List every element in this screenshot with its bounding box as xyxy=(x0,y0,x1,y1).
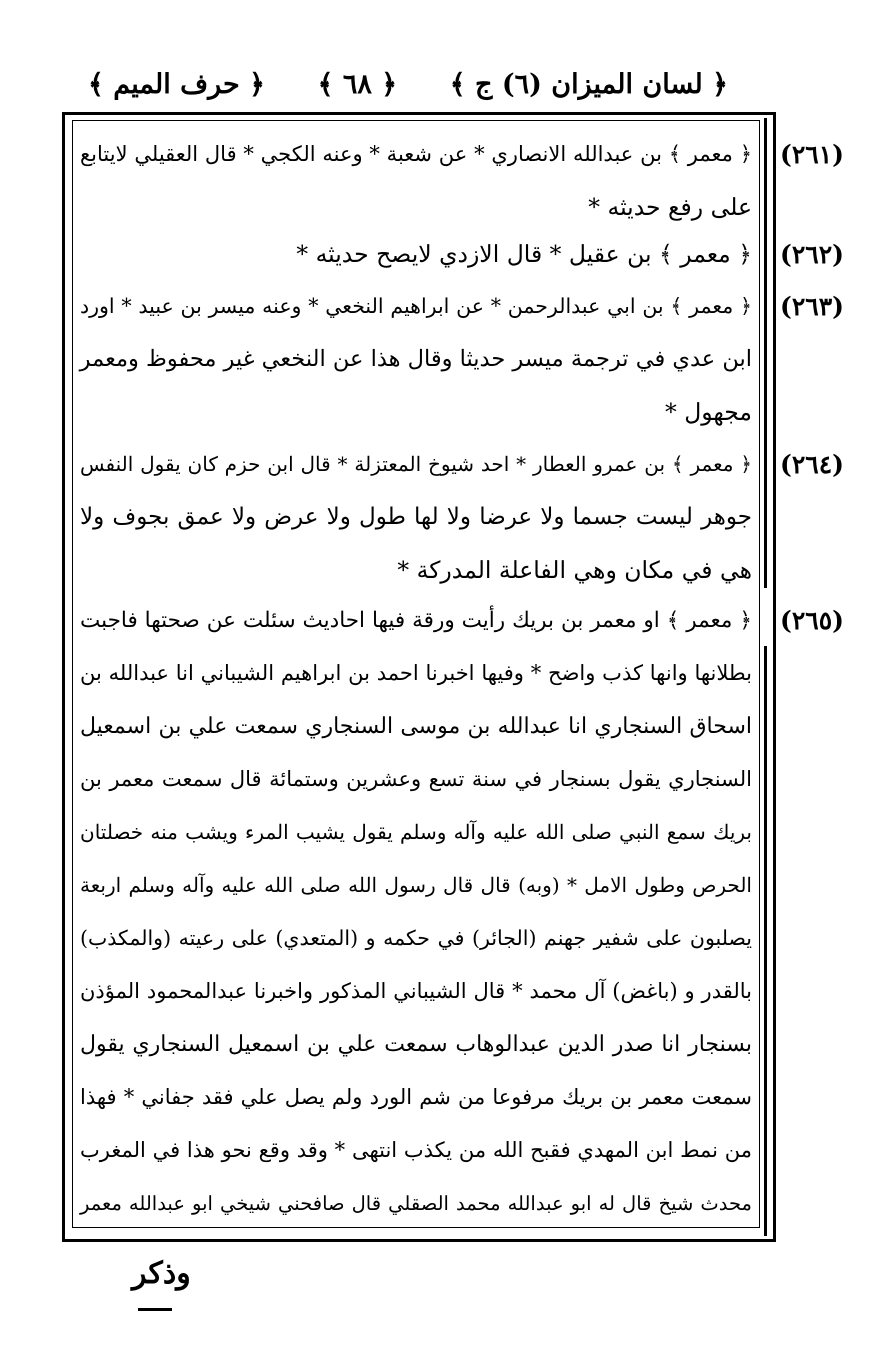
margin-rule xyxy=(764,646,767,1236)
entry-number: (٢٦٣) xyxy=(780,292,844,321)
entry-line: هي في مكان وهي الفاعلة المدركة * xyxy=(397,556,752,584)
entry-line: الحرص وطول الامل * (وبه) قال قال رسول الله صلى الله عليه وآله وسلم اربعة xyxy=(80,873,752,897)
entry-number: (٢٦٥) xyxy=(780,606,844,635)
page-header xyxy=(88,62,728,106)
entry-line: سمعت معمر بن بريك مرفوعا من شم الورد ولم يصل علي فقد جفاني * فهذا xyxy=(80,1085,752,1109)
entry-line: يصلبون على شفير جهنم (الجائر) في حكمه و (المتعدي) على رعيته (والمكذب) xyxy=(80,926,752,950)
entry-line: محدث شيخ قال له ابو عبدالله محمد الصقلي قال صافحني شيخي ابو عبدالله معمر xyxy=(80,1192,752,1215)
catchword-rule xyxy=(138,1308,172,1311)
entry-line: ابن عدي في ترجمة ميسر حديثا وقال هذا عن النخعي غير محفوظ ومعمر xyxy=(79,346,752,372)
entry-line: بطلانها وانها كذب واضح * وفيها اخبرنا احمد بن ابراهيم الشيباني انا عبدالله بن xyxy=(80,661,752,685)
entry-line: اسحاق السنجاري انا عبدالله بن موسى السنجاري سمعت علي بن اسمعيل xyxy=(80,714,752,739)
entry-number: (٢٦٢) xyxy=(780,240,844,269)
entry-line: بالقدر و (باغض) آل محمد * قال الشيباني المذكور واخبرنا عبدالمحمود المؤذن xyxy=(80,979,752,1003)
entry-262 xyxy=(80,228,752,281)
margin-rule xyxy=(764,118,767,588)
entry-261 xyxy=(80,128,752,234)
entry-line: من نمط ابن المهدي فقبح الله من يكذب انتهى * وقد وقع نحو هذا في المغرب xyxy=(80,1138,752,1162)
entry-line: مجهول * xyxy=(664,398,752,426)
entry-line: ﴿ معمر ﴾ بن عقيل * قال الازدي لايصح حديثه * xyxy=(296,240,752,268)
entry-number: (٢٦١) xyxy=(780,140,844,169)
entry-line: بسنجار انا صدر الدين عبدالوهاب سمعت علي بن اسمعيل السنجاري يقول xyxy=(80,1032,752,1057)
entry-line: ﴿ معمر ﴾ بن عبدالله الانصاري * عن شعبة * وعنه الكجي * قال العقيلي لايتابع xyxy=(80,142,752,166)
entry-number: (٢٦٤) xyxy=(780,450,844,479)
entry-263 xyxy=(80,280,752,439)
entry-264 xyxy=(80,438,752,597)
entry-line: ﴿ معمر ﴾ بن ابي عبدالرحمن * عن ابراهيم النخعي * وعنه ميسر بن عبيد * اورد xyxy=(80,294,752,318)
catchword: وذكر xyxy=(132,1256,191,1291)
entry-line: جوهر ليست جسما ولا عرضا ولا لها طول ولا عرض ولا عمق بجوف ولا xyxy=(80,504,752,530)
section-title: ﴿ حرف الميم ﴾ xyxy=(88,68,265,100)
entry-265 xyxy=(80,594,752,1230)
entry-line: ﴿ معمر ﴾ بن عمرو العطار * احد شيوخ المعتزلة * قال ابن حزم كان يقول النفس xyxy=(80,452,752,476)
book-title: ﴿ لسان الميزان (٦) ج ﴾ xyxy=(449,68,728,100)
entry-line: بريك سمع النبي صلى الله عليه وآله وسلم يقول يشيب المرء ويشب منه خصلتان xyxy=(80,820,752,844)
entry-line: على رفع حديثه * xyxy=(588,193,752,221)
page-number: ﴿ ٦٨ ﴾ xyxy=(317,68,398,100)
entry-line: ﴿ معمر ﴾ او معمر بن بريك رأيت ورقة فيها احاديث سئلت عن صحتها فاجبت xyxy=(80,608,752,633)
entry-line: السنجاري يقول بسنجار في سنة تسع وعشرين وستمائة قال سمعت معمر بن xyxy=(80,767,752,791)
